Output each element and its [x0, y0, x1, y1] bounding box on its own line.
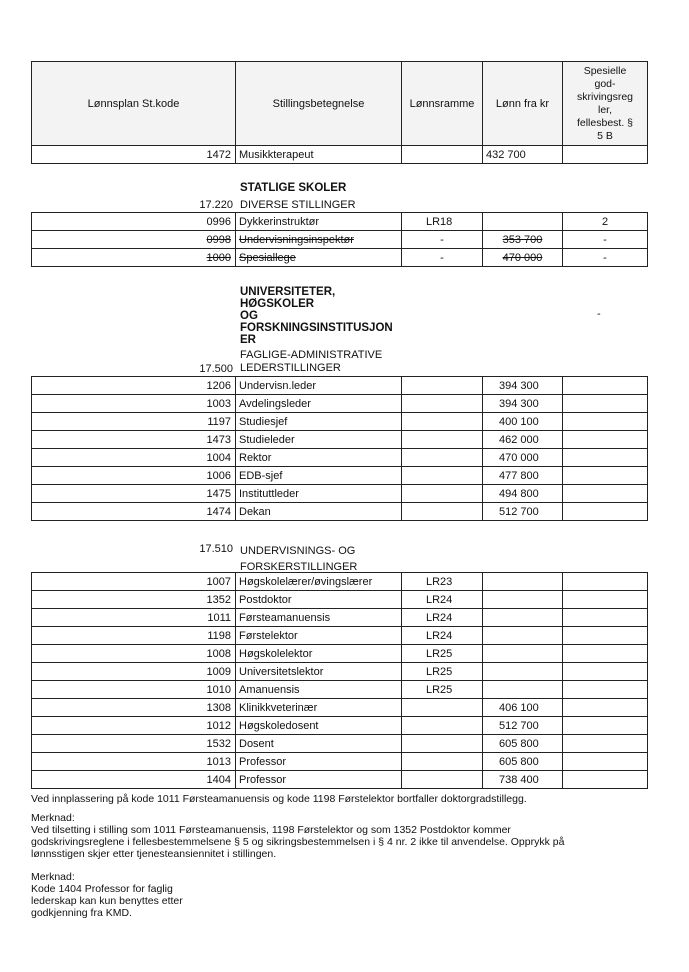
- row-spes: [563, 449, 648, 467]
- row-title: Dekan: [236, 503, 402, 521]
- row-title: Høgskolelærer/øvingslærer: [236, 573, 402, 591]
- table-row: [32, 699, 648, 717]
- row-lonn: [483, 627, 563, 645]
- row-code: 1473: [32, 431, 236, 449]
- merknad-line: Kode 1404 Professor for faglig: [31, 883, 173, 895]
- row-title: Høgskoledosent: [236, 717, 402, 735]
- table-row: [32, 573, 648, 591]
- row-spes: [563, 735, 648, 753]
- row-title: Førstelektor: [236, 627, 402, 645]
- row-title: Instituttleder: [236, 485, 402, 503]
- sub-line: FAGLIGE-ADMINISTRATIVE: [240, 349, 383, 361]
- univ-table: [31, 376, 648, 521]
- merknad-line: lønnsstigen skjer etter tjenesteansiennitet i stillingen.: [31, 848, 277, 860]
- section-code-17500: 17.500: [199, 363, 233, 375]
- row-lonn: [483, 213, 563, 231]
- row-lonn: 605 800: [483, 753, 563, 771]
- row-spes: [563, 431, 648, 449]
- row-code: 1008: [32, 645, 236, 663]
- row-title: EDB-sjef: [236, 467, 402, 485]
- header-row: [32, 62, 648, 146]
- row-title: Avdelingsleder: [236, 395, 402, 413]
- row-ramme: [402, 467, 483, 485]
- table-row: [32, 663, 648, 681]
- row-spes: -: [563, 249, 648, 267]
- row-lonn: 512 700: [483, 503, 563, 521]
- row-ramme: [402, 717, 483, 735]
- row-title: Universitetslektor: [236, 663, 402, 681]
- row-title: Postdoktor: [236, 591, 402, 609]
- merknad-1: [31, 812, 651, 860]
- row-title: Rektor: [236, 449, 402, 467]
- row-lonn: 512 700: [483, 717, 563, 735]
- table-row: [32, 431, 648, 449]
- table-row: [32, 146, 648, 164]
- section-sub-faglige: [240, 349, 382, 375]
- heading-line: HØGSKOLER: [240, 298, 315, 310]
- merknad-line: godkjenning fra KMD.: [31, 907, 132, 919]
- section-code-17220: 17.220: [199, 199, 233, 211]
- row-lonn: 406 100: [483, 699, 563, 717]
- row-ramme: [402, 771, 483, 789]
- table-row: [32, 249, 648, 267]
- merknad-line: godskrivingsreglene i fellesbestemmelsene § 5 og sikringsbestemmelsen i § 4 nr. 2 ikke til anvendelse. Opprykk på: [31, 836, 565, 848]
- header-spesielle: [563, 62, 648, 146]
- row-ramme: [402, 395, 483, 413]
- header-lonnsramme: Lønnsramme: [402, 62, 483, 146]
- row-spes: [563, 573, 648, 591]
- table-row: [32, 377, 648, 395]
- heading-line: ER: [240, 334, 256, 346]
- section-dash: -: [597, 308, 601, 320]
- row-spes: [563, 467, 648, 485]
- row-spes: [563, 146, 648, 164]
- row-spes: [563, 645, 648, 663]
- row-spes: [563, 663, 648, 681]
- row-lonn: [483, 573, 563, 591]
- row-spes: [563, 413, 648, 431]
- row-code: 0998: [32, 231, 236, 249]
- row-ramme: [402, 503, 483, 521]
- merknad-2: [31, 871, 651, 919]
- row-ramme: [402, 735, 483, 753]
- row-spes: 2: [563, 213, 648, 231]
- row-spes: [563, 699, 648, 717]
- merknad-label: Merknad:: [31, 871, 75, 883]
- row-title: Klinikkveterinær: [236, 699, 402, 717]
- table-row: [32, 449, 648, 467]
- row-code: 1006: [32, 467, 236, 485]
- row-ramme: [402, 753, 483, 771]
- header-spes-line: 5 B: [597, 129, 613, 142]
- row-ramme: [402, 449, 483, 467]
- row-title: Dosent: [236, 735, 402, 753]
- row-code: 1012: [32, 717, 236, 735]
- table-row: [32, 485, 648, 503]
- row-title: Spesiallege: [236, 249, 402, 267]
- header-spes-line: Spesielle: [583, 64, 627, 77]
- section-heading-univ: [240, 286, 393, 346]
- row-code: 1007: [32, 573, 236, 591]
- header-spes-line: skrivingsreg: [576, 90, 634, 103]
- row-title: Professor: [236, 771, 402, 789]
- row-title: Undervisn.leder: [236, 377, 402, 395]
- row-lonn: [483, 645, 563, 663]
- row-code: 1532: [32, 735, 236, 753]
- row-code: 1472: [32, 146, 236, 164]
- table-row: [32, 645, 648, 663]
- row-ramme: [402, 413, 483, 431]
- row-code: 1009: [32, 663, 236, 681]
- row-ramme: LR25: [402, 681, 483, 699]
- row-code: 1011: [32, 609, 236, 627]
- statlige-table: [31, 212, 648, 267]
- merknad-label: Merknad:: [31, 812, 75, 824]
- row-title: Professor: [236, 753, 402, 771]
- row-ramme: LR24: [402, 591, 483, 609]
- note-doktorgrad: Ved innplassering på kode 1011 Førsteamanuensis og kode 1198 Førstelektor bortfaller doktorgradstillegg.: [31, 793, 527, 805]
- row-title: Høgskolelektor: [236, 645, 402, 663]
- table-row: [32, 395, 648, 413]
- row-spes: [563, 627, 648, 645]
- row-code: 0996: [32, 213, 236, 231]
- heading-line: UNIVERSITETER,: [240, 286, 336, 298]
- row-code: 1404: [32, 771, 236, 789]
- sub-line: LEDERSTILLINGER: [240, 362, 341, 374]
- row-ramme: [402, 377, 483, 395]
- row-lonn: 605 800: [483, 735, 563, 753]
- row-lonn: 432 700: [483, 146, 563, 164]
- row-spes: [563, 503, 648, 521]
- table-row: [32, 681, 648, 699]
- row-ramme: -: [402, 231, 483, 249]
- row-code: 1013: [32, 753, 236, 771]
- table-row: [32, 467, 648, 485]
- row-title: Førsteamanuensis: [236, 609, 402, 627]
- row-lonn: 477 800: [483, 467, 563, 485]
- row-spes: [563, 377, 648, 395]
- row-spes: [563, 485, 648, 503]
- merknad-line: Ved tilsetting i stilling som 1011 Førsteamanuensis, 1198 Førstelektor og som 1352 Postdoktor kommer: [31, 824, 511, 836]
- row-code: 1004: [32, 449, 236, 467]
- section-code-17510: 17.510: [199, 543, 233, 555]
- header-spes-line: fellesbest. §: [576, 116, 634, 129]
- row-lonn: [483, 591, 563, 609]
- row-code: 1197: [32, 413, 236, 431]
- row-lonn: 353 700: [483, 231, 563, 249]
- row-lonn: 394 300: [483, 377, 563, 395]
- row-ramme: LR18: [402, 213, 483, 231]
- header-table: [31, 61, 648, 164]
- row-ramme: [402, 699, 483, 717]
- row-ramme: -: [402, 249, 483, 267]
- row-lonn: 470 000: [483, 249, 563, 267]
- row-code: 1198: [32, 627, 236, 645]
- row-code: 1206: [32, 377, 236, 395]
- row-code: 1010: [32, 681, 236, 699]
- merknad-line: lederskap kan kun benyttes etter: [31, 895, 183, 907]
- row-code: 1475: [32, 485, 236, 503]
- section-sub-undervis: [240, 543, 357, 575]
- row-ramme: LR25: [402, 663, 483, 681]
- row-spes: [563, 771, 648, 789]
- row-title: Musikkterapeut: [236, 146, 402, 164]
- table-row: [32, 717, 648, 735]
- row-lonn: 394 300: [483, 395, 563, 413]
- table-row: [32, 503, 648, 521]
- header-spes-line: god-: [594, 77, 616, 90]
- row-ramme: [402, 485, 483, 503]
- table-row: [32, 591, 648, 609]
- sub-line: FORSKERSTILLINGER: [240, 561, 358, 573]
- row-title: Undervisningsinspektør: [236, 231, 402, 249]
- row-spes: -: [563, 231, 648, 249]
- row-code: 1308: [32, 699, 236, 717]
- row-lonn: 738 400: [483, 771, 563, 789]
- row-title: Studiesjef: [236, 413, 402, 431]
- table-row: [32, 231, 648, 249]
- header-spes-line: ler,: [597, 103, 612, 116]
- row-spes: [563, 753, 648, 771]
- row-ramme: [402, 431, 483, 449]
- table-row: [32, 627, 648, 645]
- row-ramme: LR23: [402, 573, 483, 591]
- row-lonn: 494 800: [483, 485, 563, 503]
- row-code: 1000: [32, 249, 236, 267]
- row-spes: [563, 395, 648, 413]
- row-spes: [563, 681, 648, 699]
- row-ramme: [402, 146, 483, 164]
- row-lonn: [483, 681, 563, 699]
- table-row: [32, 413, 648, 431]
- table-row: [32, 609, 648, 627]
- row-code: 1474: [32, 503, 236, 521]
- header-lonnsplan: Lønnsplan St.kode: [32, 62, 236, 146]
- row-code: 1352: [32, 591, 236, 609]
- row-ramme: LR24: [402, 627, 483, 645]
- row-ramme: LR25: [402, 645, 483, 663]
- table-row: [32, 753, 648, 771]
- section-sub-diverse: DIVERSE STILLINGER: [240, 199, 356, 211]
- row-lonn: [483, 609, 563, 627]
- table-row: [32, 771, 648, 789]
- header-stillingsbetegnelse: Stillingsbetegnelse: [236, 62, 402, 146]
- header-lonn-fra: Lønn fra kr: [483, 62, 563, 146]
- row-lonn: 470 000: [483, 449, 563, 467]
- undervis-table: [31, 572, 648, 789]
- section-heading-statlige: STATLIGE SKOLER: [240, 182, 347, 194]
- row-lonn: 400 100: [483, 413, 563, 431]
- heading-line: FORSKNINGSINSTITUSJON: [240, 322, 393, 334]
- row-spes: [563, 591, 648, 609]
- sub-line: UNDERVISNINGS- OG: [240, 545, 356, 557]
- row-lonn: [483, 663, 563, 681]
- row-code: 1003: [32, 395, 236, 413]
- row-title: Amanuensis: [236, 681, 402, 699]
- row-spes: [563, 609, 648, 627]
- table-row: [32, 213, 648, 231]
- row-title: Dykkerinstruktør: [236, 213, 402, 231]
- row-spes: [563, 717, 648, 735]
- table-row: [32, 735, 648, 753]
- row-lonn: 462 000: [483, 431, 563, 449]
- row-ramme: LR24: [402, 609, 483, 627]
- heading-line: OG: [240, 310, 258, 322]
- row-title: Studieleder: [236, 431, 402, 449]
